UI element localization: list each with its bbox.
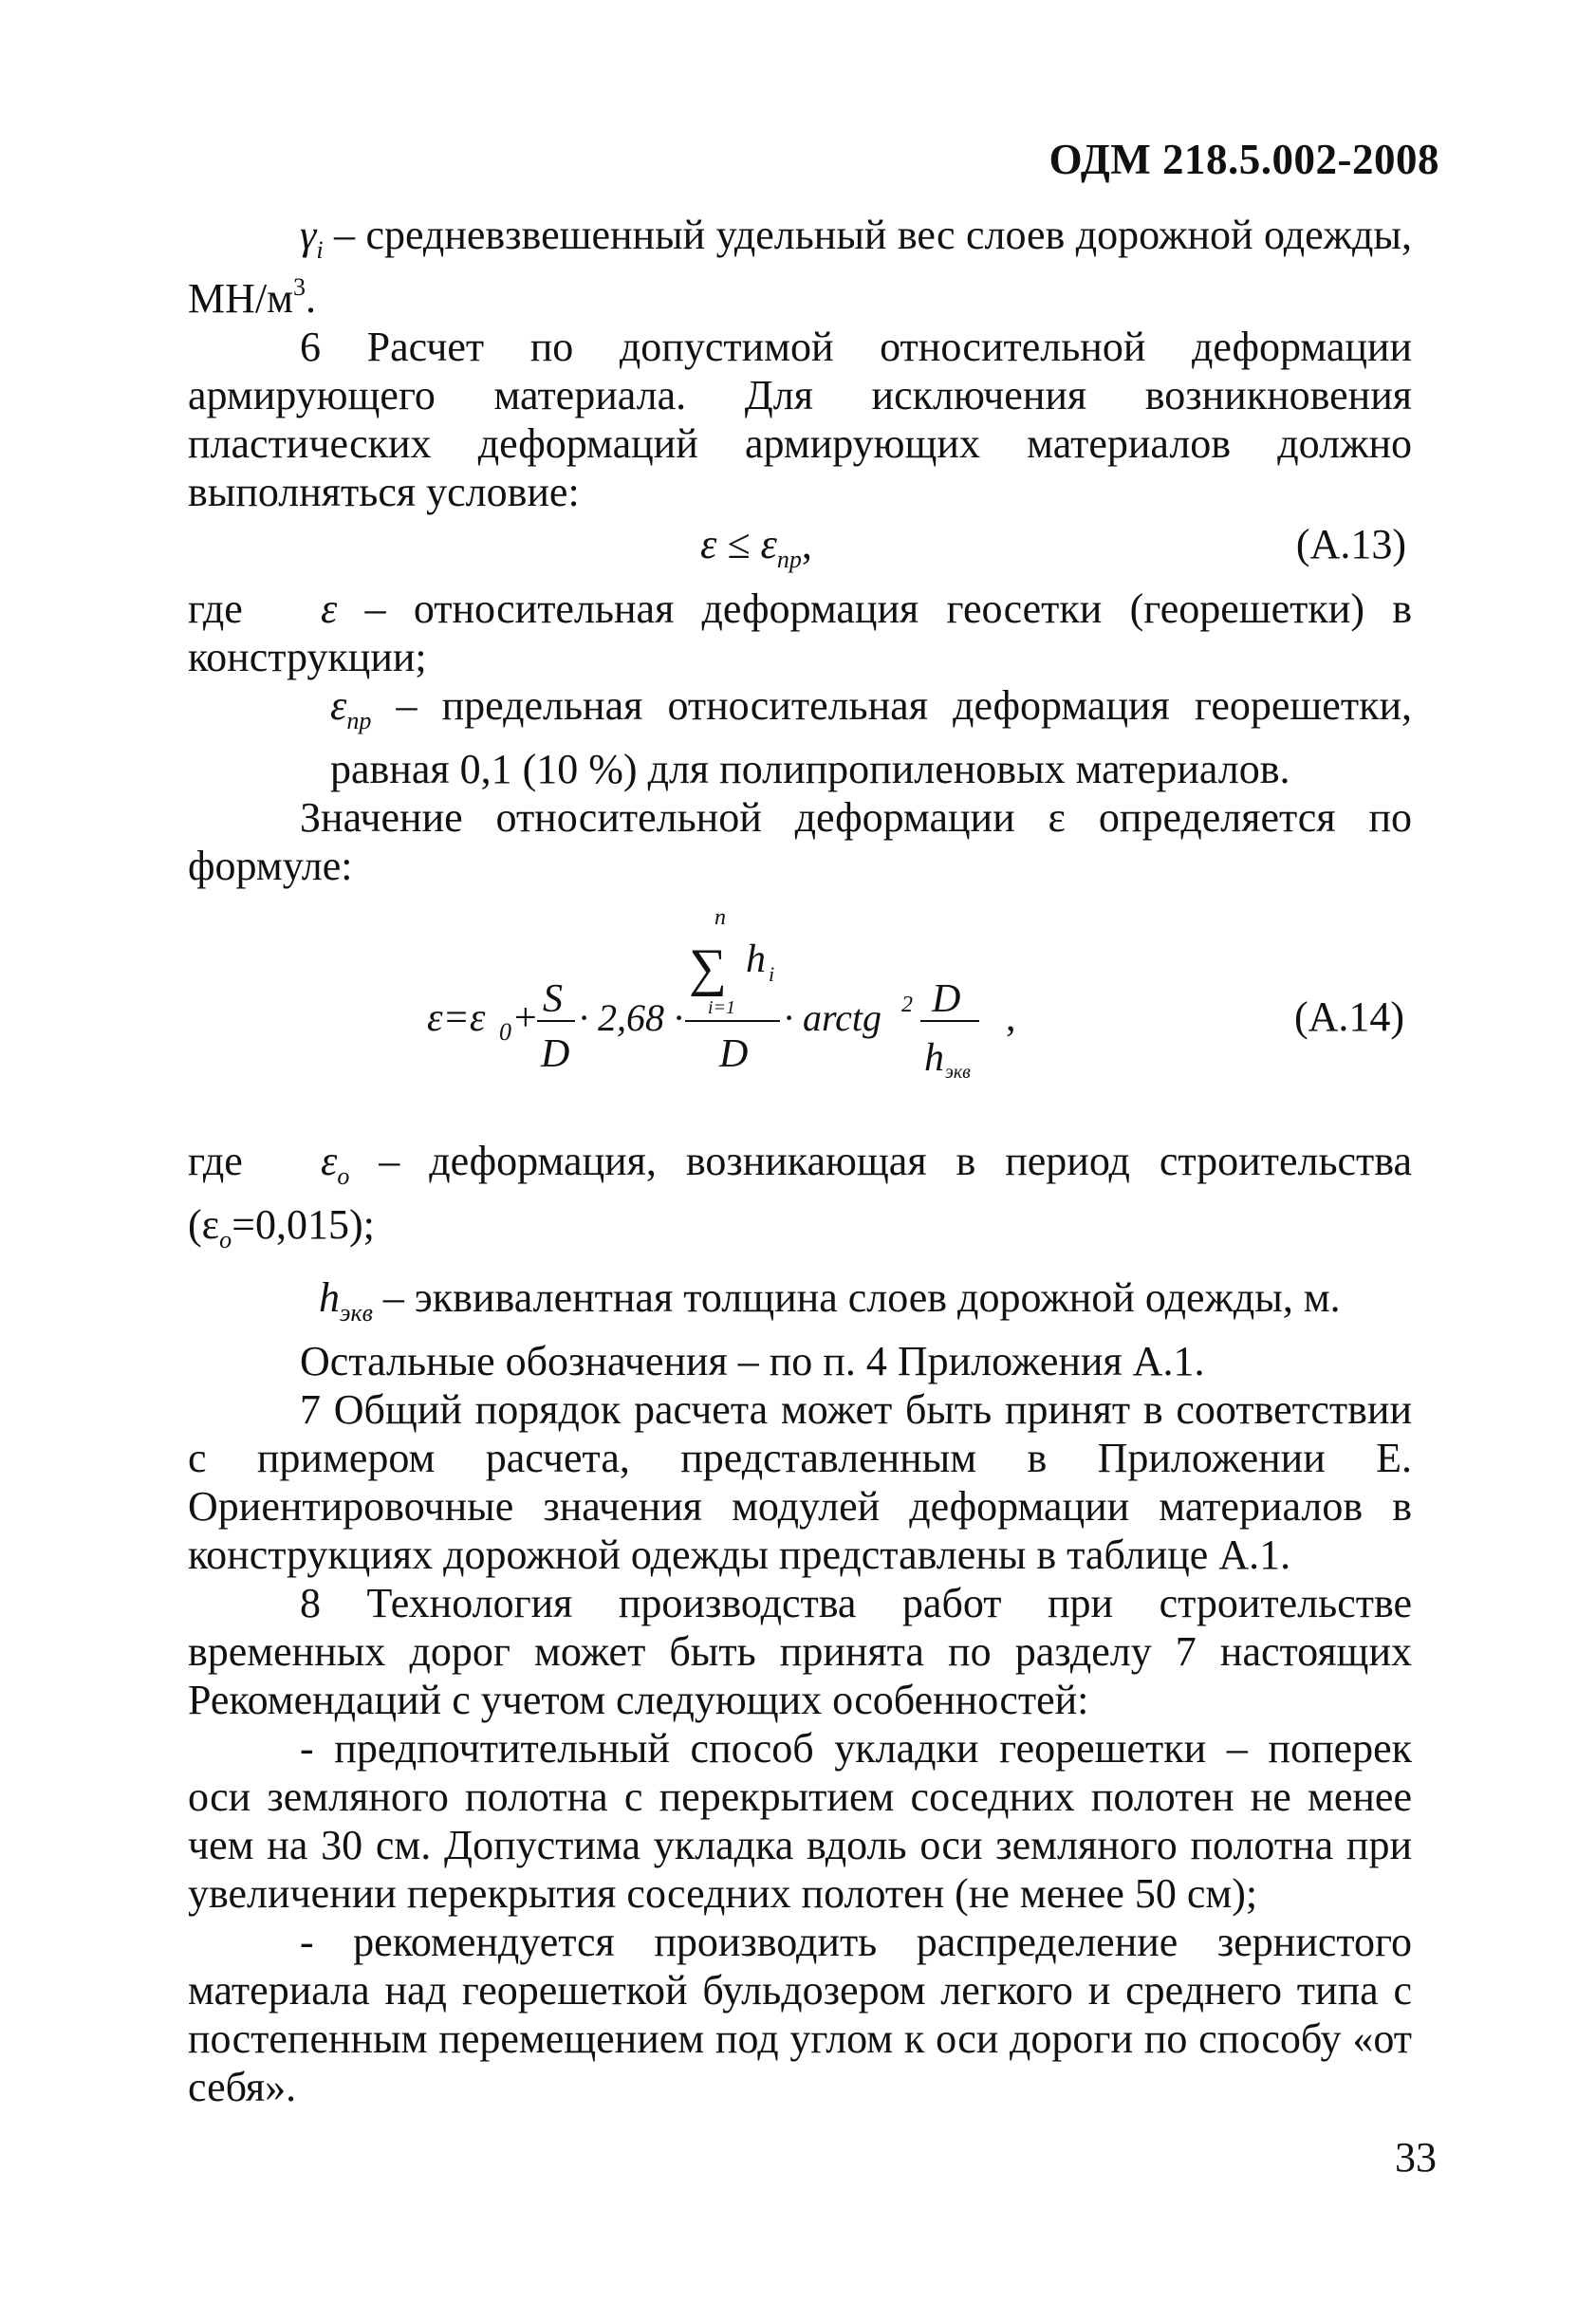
equation-a13-number: (А.13) xyxy=(1295,521,1406,567)
epsilon-limit-text: – предельная относительная деформация георешетки, равная 0,1 (10 %) для полипропиленовых материалов. xyxy=(330,682,1412,792)
epsilon-zero-symbol: ε xyxy=(321,1138,338,1184)
eq14-eps: ε=ε xyxy=(427,996,486,1040)
eq14-hekv: h xyxy=(924,1036,944,1080)
unit-superscript: 3 xyxy=(292,273,306,301)
page-body xyxy=(188,211,1412,2111)
equation-a13-comma: , xyxy=(801,521,812,567)
paragraph-6: 6 Расчет по допустимой относительной деформации армирующего материала. Для исключения возникновения пластических деформаций армирующих материалов должно выполняться условие: xyxy=(188,324,1412,515)
definition-epsilon xyxy=(188,585,1412,681)
definition-epsilon-limit xyxy=(188,681,1412,793)
document-code-header: ОДМ 218.5.002-2008 xyxy=(1049,136,1439,183)
epsilon-zero-text: – деформация, возникающая в период строительства (ε xyxy=(188,1138,1412,1248)
eq14-hekv-sub: экв xyxy=(945,1062,971,1083)
eq14-arctg: · arctg xyxy=(784,996,882,1039)
definition-epsilon-zero xyxy=(188,1137,1412,1264)
eq14-S: S xyxy=(543,977,563,1021)
paragraph-strain-intro: Значение относительной деформации ε определяется по формуле: xyxy=(188,794,1412,889)
eq14-D1: D xyxy=(541,1032,570,1076)
gamma-symbol: γ xyxy=(300,212,317,258)
equation-a13-lhs: ε ≤ ε xyxy=(700,521,777,567)
eq14-plus: + xyxy=(514,996,537,1040)
gamma-subscript: i xyxy=(316,236,324,264)
paragraph-8: 8 Технология производства работ при строительстве временных дорог может быть принята по разделу 7 настоящих Рекомендаций с учетом следующих особенностей: xyxy=(188,1580,1412,1723)
epsilon-zero-inline-subscript: о xyxy=(219,1226,232,1253)
gamma-definition-end: . xyxy=(305,275,316,322)
paragraph-7: 7 Общий порядок расчета может быть принят в соответствии с примером расчета, представленным в Приложении Е. Ориентировочные значения модулей деформации материалов в конструкциях дорожной одежды представлены в таблице А.1. xyxy=(188,1386,1412,1578)
definition-h-ekv xyxy=(188,1273,1412,1337)
list-item-material-distribution: - рекомендуется производить распределение зернистого материала над георешеткой бульдозером легкого и среднего типа с постепенным перемещением под углом к оси дороги по способу «от себя». xyxy=(188,1919,1412,2110)
h-ekv-subscript: экв xyxy=(340,1299,373,1327)
equation-a13 xyxy=(188,520,1412,581)
epsilon-zero-subscript: о xyxy=(337,1162,350,1190)
equation-a13-formula xyxy=(700,520,812,584)
equation-a14 xyxy=(188,898,1412,1125)
eq14-sum-bottom: i=1 xyxy=(708,997,736,1018)
where-label-2: где xyxy=(188,1138,243,1184)
h-ekv-text: – эквивалентная толщина слоев дорожной одежды, м. xyxy=(372,1274,1341,1321)
equation-a13-subscript: пр xyxy=(776,546,802,573)
eq14-comma: , xyxy=(1006,996,1016,1040)
list-item-geogrid-laying: - предпочтительный способ укладки георешетки – поперек оси земляного полотна с перекрытием соседних полотен не менее чем на 30 см. Допустима укладка вдоль оси земляного полотна при увеличении перекрытия соседних полотен (не менее 50 см); xyxy=(188,1725,1412,1917)
epsilon-zero-value: =0,015); xyxy=(232,1201,375,1248)
eq14-D3: D xyxy=(932,977,961,1021)
epsilon-limit-subscript: пр xyxy=(346,707,372,734)
eq14-coef: · 2,68 · xyxy=(579,996,683,1039)
epsilon-limit-symbol: ε xyxy=(330,682,347,729)
eq14-h: h xyxy=(746,938,766,981)
epsilon-definition-text: – относительная деформация геосетки (георешетки) в конструкции; xyxy=(188,585,1412,680)
h-ekv-symbol: h xyxy=(319,1274,340,1321)
where-label: где xyxy=(188,585,243,632)
eq14-arctg-sup: 2 xyxy=(901,993,913,1017)
gamma-definition xyxy=(188,211,1412,323)
eq14-D2: D xyxy=(719,1032,749,1076)
eq14-sum-top: n xyxy=(714,905,726,930)
eq14-sum-symbol: ∑ xyxy=(689,938,727,997)
equation-a14-number: (А.14) xyxy=(1294,993,1405,1040)
paragraph-other-notation: Остальные обозначения – по п. 4 Приложения А.1. xyxy=(300,1338,1205,1384)
page-number: 33 xyxy=(1395,2134,1437,2181)
gamma-definition-text: – средневзвешенный удельный вес слоев дорожной одежды, МН/м xyxy=(188,212,1412,322)
eq14-h-sub: i xyxy=(769,962,775,986)
epsilon-symbol: ε xyxy=(321,585,338,632)
eq14-eps-sub: 0 xyxy=(499,1018,511,1046)
equation-a14-graphic xyxy=(188,898,1412,1125)
